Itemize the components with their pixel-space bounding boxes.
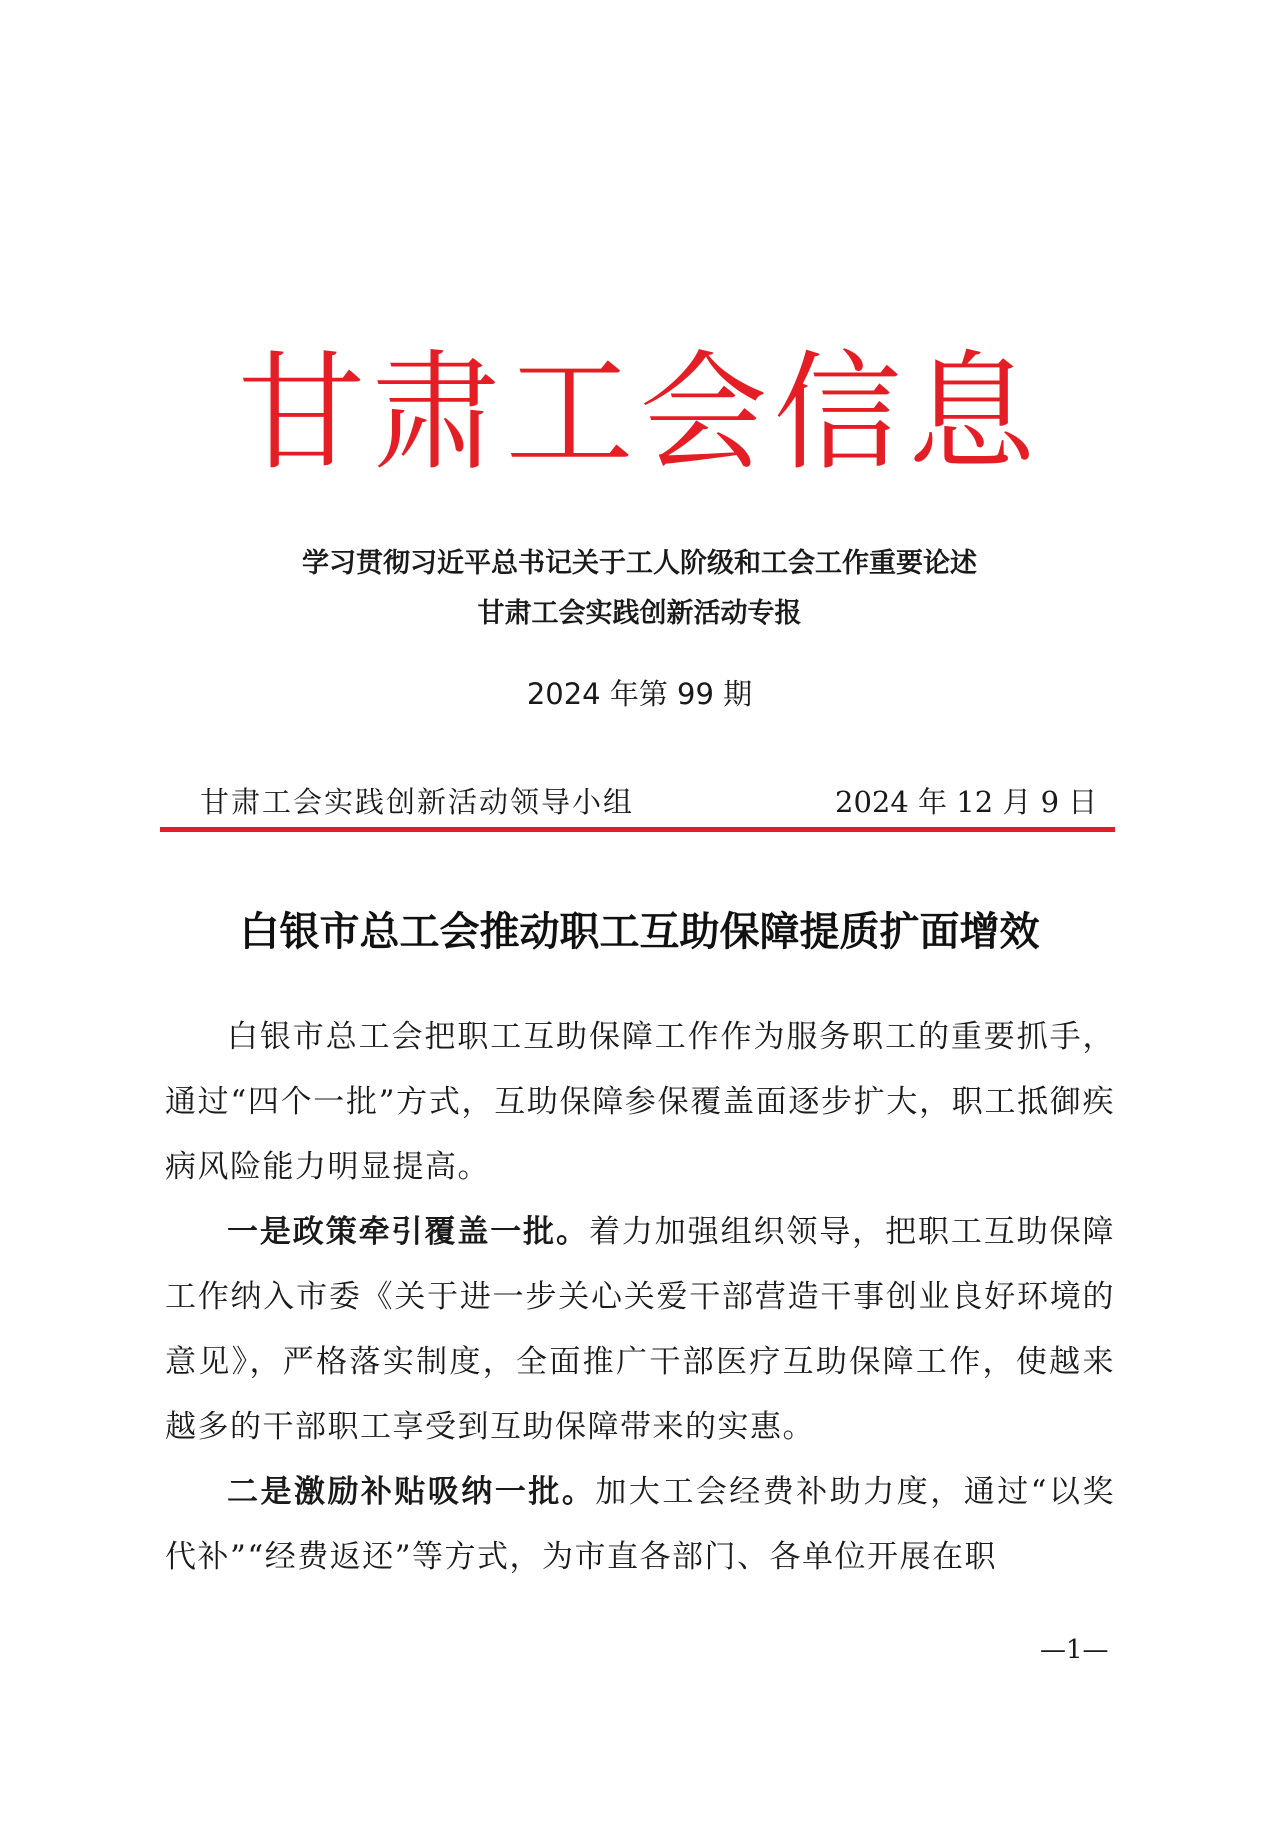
subtitle-line-2: 甘肃工会实践创新活动专报 [477, 598, 802, 629]
article-body [165, 1005, 1115, 1590]
page-number: —1— [1040, 1635, 1109, 1665]
paragraph-policy [165, 1200, 1115, 1460]
issue-number: 2024 年第 99 期 [526, 677, 753, 711]
subtitle-line-1: 学习贯彻习近平总书记关于工人阶级和工会工作重要论述 [302, 548, 977, 579]
article-title: 白银市总工会推动职工互助保障提质扩面增效 [239, 908, 1040, 955]
paragraph-policy-text: 着力加强组织领导，把职工互助保障工作纳入市委《关于进一步关心关爱干部营造干事创业良好环境的意见》，严格落实制度，全面推广干部医疗互助保障工作，使越来越多的干部职工享受到互助保障带来的实惠。 [165, 1214, 1116, 1445]
paragraph-subsidy-lead: 二是激励补贴吸纳一批。 [227, 1474, 596, 1510]
masthead-title: 甘肃工会信息 [237, 339, 1042, 488]
paragraph-policy-lead: 一是政策牵引覆盖一批。 [227, 1214, 589, 1250]
paragraph-intro: 白银市总工会把职工互助保障工作作为服务职工的重要抓手，通过“四个一批”方式，互助保障参保覆盖面逐步扩大，职工抵御疾病风险能力明显提高。 [165, 1019, 1115, 1185]
paragraph-subsidy-text: 加大工会经费补助力度，通过“以奖代补”“经费返还”等方式，为市直各部门、各单位开展在职 [165, 1474, 1115, 1575]
issuing-organization: 甘肃工会实践创新活动领导小组 [200, 785, 635, 819]
issue-date: 2024 年 12 月 9 日 [835, 785, 1098, 819]
red-divider [160, 827, 1115, 832]
paragraph-subsidy [165, 1460, 1115, 1590]
